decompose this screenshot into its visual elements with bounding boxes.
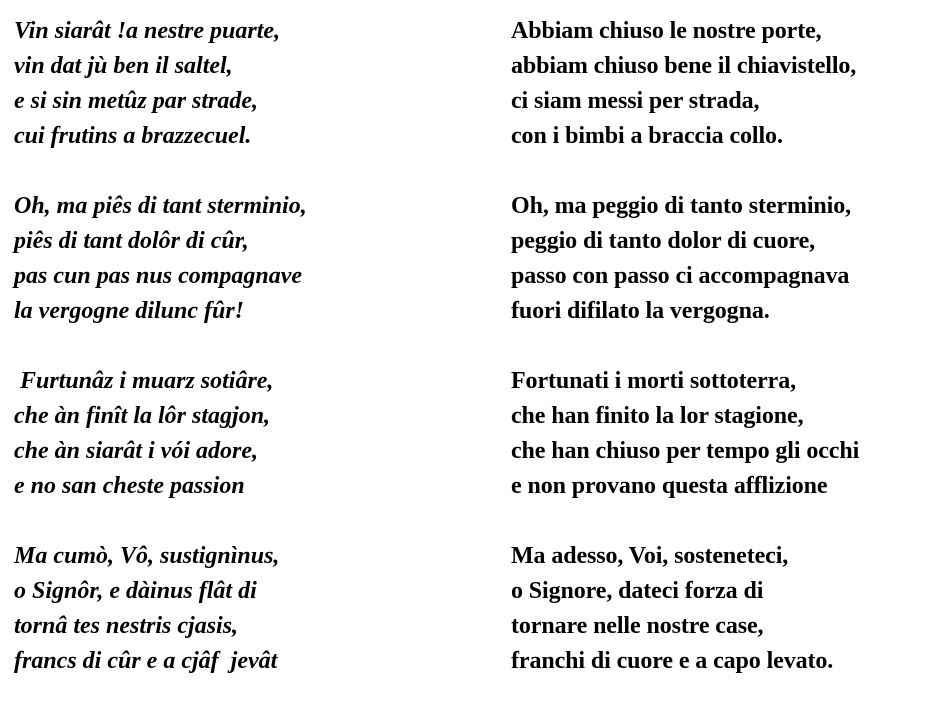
friulian-line: che àn siarât i vói adore, <box>14 438 258 464</box>
italian-line: Ma adesso, Voi, sosteneteci, <box>511 543 789 569</box>
italian-line: ci siam messi per strada, <box>511 88 760 114</box>
italian-line: Fortunati i morti sottoterra, <box>511 368 797 394</box>
friulian-line: e no san cheste passion <box>14 473 245 499</box>
friulian-line: e si sin metûz par strade, <box>14 88 259 114</box>
friulian-line: Oh, ma piês di tant sterminio, <box>14 193 307 219</box>
friulian-line: Ma cumò, Vô, sustignìnus, <box>14 543 280 569</box>
italian-line: abbiam chiuso bene il chiavistello, <box>511 53 857 79</box>
friulian-line: cui frutins a brazzecuel. <box>14 123 252 149</box>
friulian-line: che àn finît la lôr stagjon, <box>14 403 271 429</box>
friulian-line: la vergogne dilunc fûr! <box>14 298 245 324</box>
italian-line: Oh, ma peggio di tanto sterminio, <box>511 193 852 219</box>
friulian-line: piês di tant dolôr di cûr, <box>14 228 249 254</box>
italian-column <box>511 14 941 714</box>
friulian-line: Vin siarât !a nestre puarte, <box>14 18 281 44</box>
friulian-line: Furtunâz i muarz sotiâre, <box>14 368 274 394</box>
italian-line: o Signore, dateci forza di <box>511 578 764 604</box>
italian-line: passo con passo ci accompagnava <box>511 263 850 289</box>
italian-line: tornare nelle nostre case, <box>511 613 764 639</box>
friulian-line: francs di cûr e a cjâf jevât <box>14 648 278 674</box>
friulian-line: pas cun pas nus compagnave <box>14 263 303 289</box>
friulian-column <box>14 14 484 714</box>
italian-line: che han finito la lor stagione, <box>511 403 804 429</box>
italian-line: che han chiuso per tempo gli occhi <box>511 438 860 464</box>
friulian-line: o Signôr, e dàinus flât di <box>14 578 257 604</box>
italian-stanza-1 <box>511 14 941 154</box>
friulian-stanza-1 <box>14 14 484 154</box>
friulian-line: tornâ tes nestris cjasis, <box>14 613 239 639</box>
italian-line: fuori difilato la vergogna. <box>511 298 770 324</box>
italian-stanza-3 <box>511 364 941 504</box>
friulian-stanza-3 <box>14 364 484 504</box>
italian-stanza-2 <box>511 189 941 329</box>
friulian-line: vin dat jù ben il saltel, <box>14 53 233 79</box>
italian-line: con i bimbi a braccia collo. <box>511 123 783 149</box>
italian-line: e non provano questa afflizione <box>511 473 828 499</box>
friulian-stanza-4 <box>14 539 484 679</box>
friulian-stanza-2 <box>14 189 484 329</box>
italian-line: Abbiam chiuso le nostre porte, <box>511 18 822 44</box>
italian-line: peggio di tanto dolor di cuore, <box>511 228 816 254</box>
italian-stanza-4 <box>511 539 941 679</box>
italian-line: franchi di cuore e a capo levato. <box>511 648 834 674</box>
